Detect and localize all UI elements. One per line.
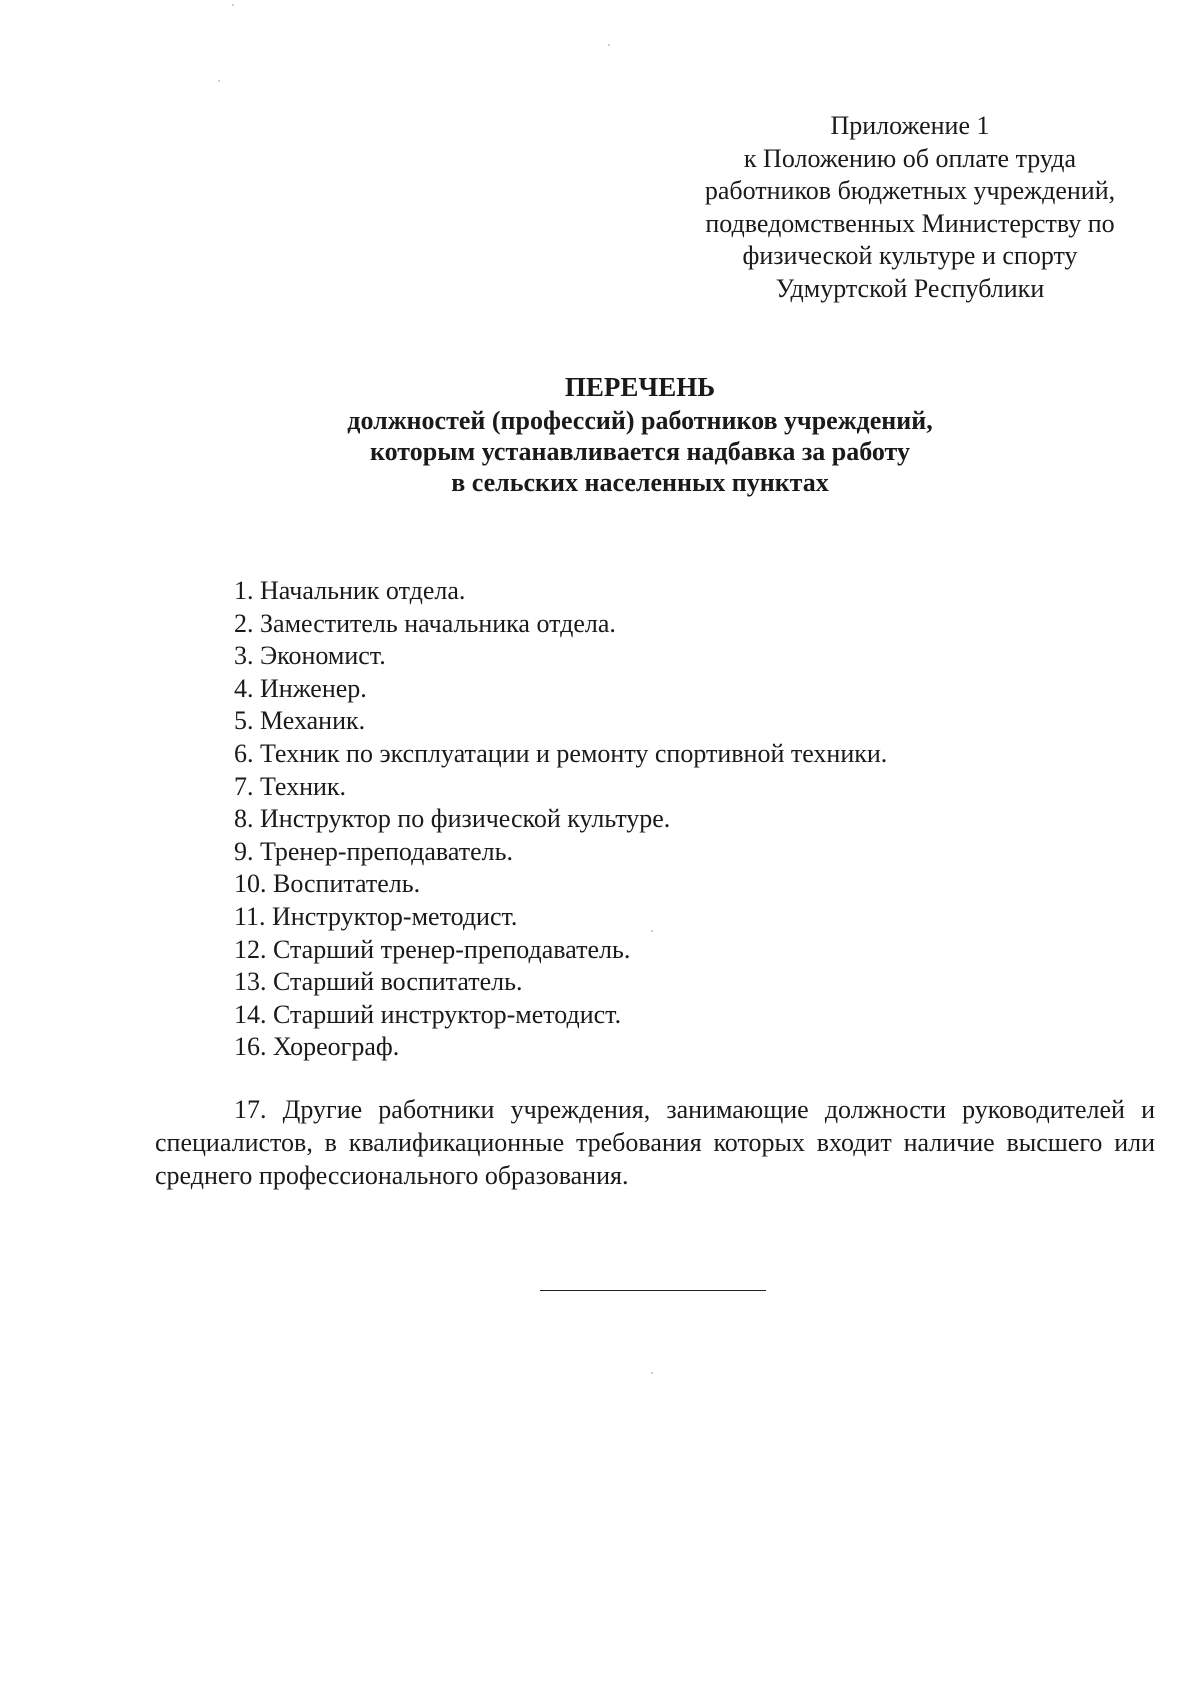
list-item: 13. Старший воспитатель. [234,967,523,997]
positions-list [234,575,1154,1064]
approval-line: к Положению об оплате труда [743,143,1077,173]
approval-line: Удмуртской Республики [775,273,1045,303]
list-item: 8. Инструктор по физической культуре. [234,804,671,834]
scan-speck [651,1372,653,1374]
document-subtitle-line: которым устанавливается надбавка за работу [370,437,910,466]
scan-speck [218,80,220,82]
approval-line: работников бюджетных учреждений, [704,176,1116,205]
approval-line: подведомственных Министерству по [705,208,1115,238]
approval-block [660,110,1160,305]
list-item: 12. Старший тренер-преподаватель. [234,934,631,964]
list-item: 1. Начальник отдела. [234,576,466,605]
list-item: 2. Заместитель начальника отдела. [234,608,616,638]
list-item: 16. Хореограф. [234,1032,400,1062]
list-item: 11. Инструктор-методист. [234,901,518,931]
list-item: 14. Старший инструктор-методист. [234,999,622,1029]
scan-speck [608,44,610,46]
final-list-item: 17. Другие работники учреждения, занимающие должности руководителей и специалистов, в квалификационные требования которых входит наличие высшего или среднего профессионального образования. [155,1095,1155,1190]
closing-divider [540,1290,766,1291]
list-item: 10. Воспитатель. [234,869,421,899]
list-item: 5. Механик. [234,706,366,736]
document-subtitle-line: в сельских населенных пунктах [451,468,829,497]
document-heading [250,372,1030,498]
approval-line: Приложение 1 [830,111,990,140]
scan-speck [232,4,234,6]
list-item: 6. Техник по эксплуатации и ремонту спортивной техники. [234,738,888,768]
document-title: ПЕРЕЧЕНЬ [564,372,716,402]
list-item: 4. Инженер. [234,673,367,703]
approval-line: физической культуре и спорту [742,241,1078,270]
list-item: 7. Техник. [234,771,347,801]
list-item: 3. Экономист. [234,641,386,671]
document-subtitle-line: должностей (профессий) работников учреждений, [347,406,933,435]
list-item: 9. Тренер-преподаватель. [234,836,513,866]
